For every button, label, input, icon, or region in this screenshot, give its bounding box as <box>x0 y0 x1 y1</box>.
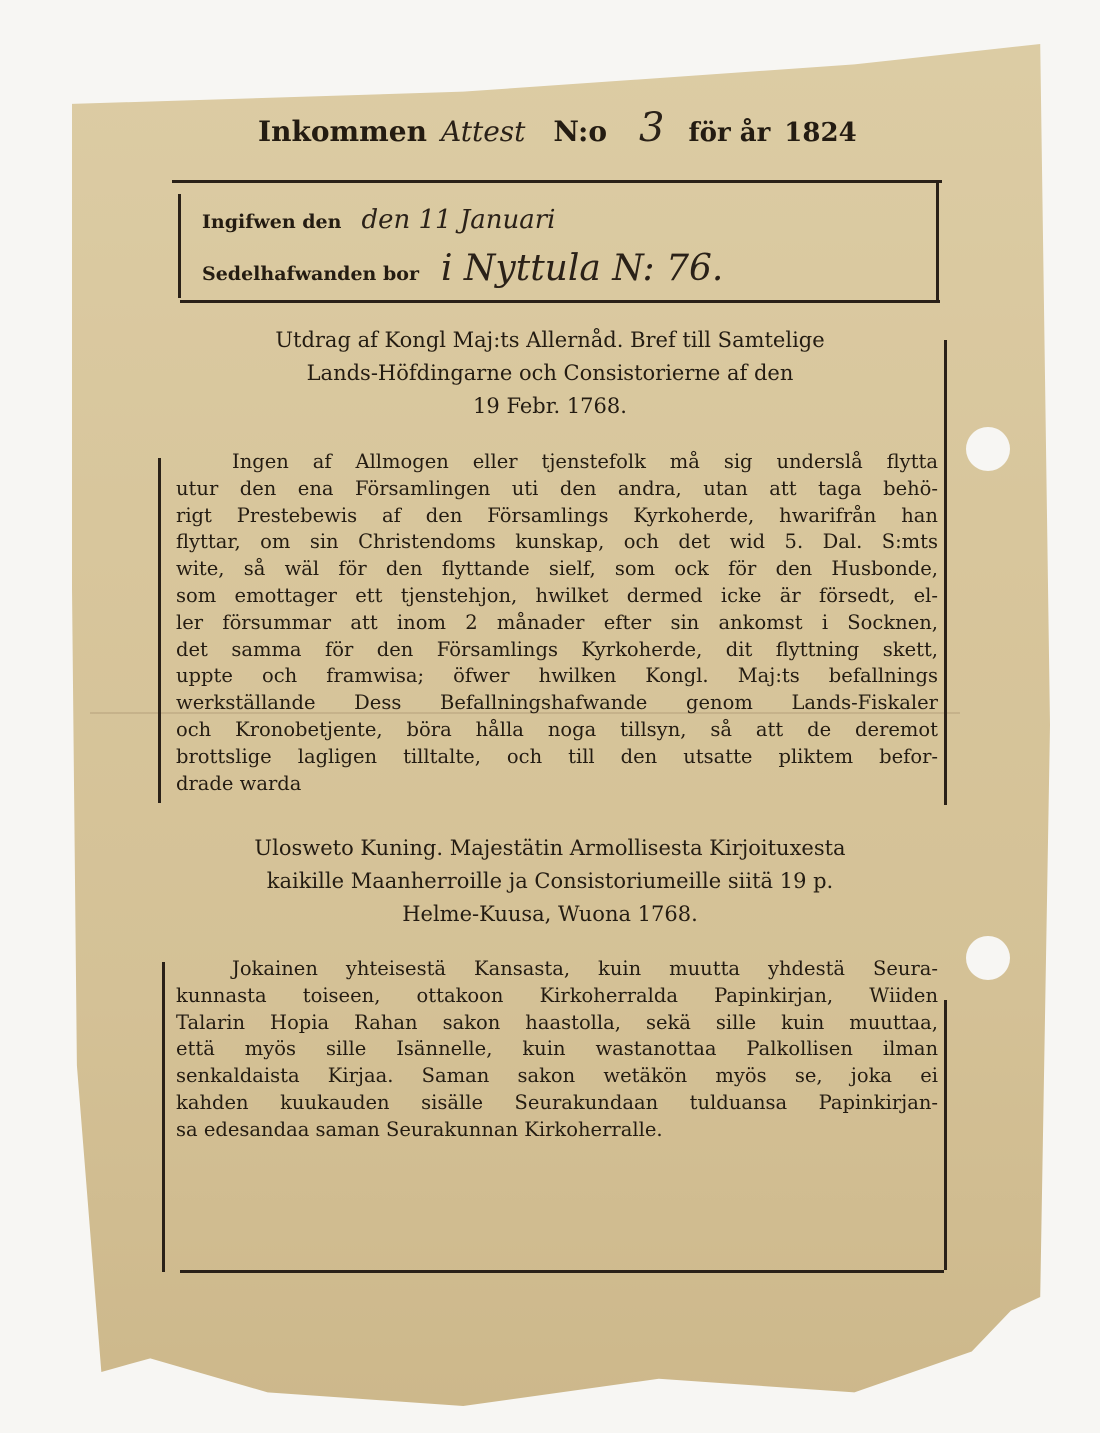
swedish-paragraph-line: brottslige lagligen tilltalte, och till den utsatte pliktem befor- <box>176 744 938 768</box>
swedish-paragraph-line: utur den ena Församlingen uti den andra, utan att taga behö- <box>176 476 938 500</box>
certificate-header <box>258 105 857 151</box>
header-number-label: N:o <box>553 115 608 148</box>
frame-right-lower <box>944 1000 947 1270</box>
swedish-paragraph-line: werkställande Dess Befallningshafwande genom Lands-Fiskaler <box>176 691 938 715</box>
swedish-paragraph-line: uppte och framwisa; öfwer hwilken Kongl. Maj:ts befallnings <box>176 664 938 688</box>
finnish-title-line: Helme-Kuusa, Wuona 1768. <box>402 902 698 926</box>
finnish-paragraph-line: kunnasta toiseen, ottakoon Kirkoherralda Papinkirjan, Wiiden <box>176 983 938 1007</box>
swedish-title-line: Lands-Höfdingarne och Consistorierne af den <box>306 361 794 385</box>
finnish-paragraph <box>176 956 938 1144</box>
received-label: Ingifwen den <box>202 211 342 233</box>
finnish-paragraph-line: sa edesandaa saman Seurakunnan Kirkoherralle. <box>176 1117 663 1141</box>
swedish-paragraph-line: rigt Prestebewis af den Församlings Kyrkoherde, hwarifrån han <box>176 503 938 527</box>
header-handwritten-word: Attest <box>440 115 526 148</box>
swedish-paragraph-line: Ingen af Allmogen eller tjenstefolk må sig underslå flytta <box>232 450 938 473</box>
swedish-paragraph-line: flyttar, om sin Christendoms kunskap, och det wid 5. Dal. S:mts <box>176 530 938 554</box>
swedish-paragraph-line: som emottager ett tjenstehjon, hwilket dermed icke är försedt, el- <box>176 583 938 607</box>
finnish-title <box>180 832 920 931</box>
finnish-title-line: Ulosweto Kuning. Majestätin Armollisesta Kirjoituxesta <box>254 836 846 860</box>
swedish-paragraph-line: drade warda <box>176 771 302 795</box>
finnish-paragraph-line: senkaldaista Kirjaa. Saman sakon wetäkön myös se, joka ei <box>176 1064 938 1088</box>
frame-left-middle <box>158 458 161 803</box>
resident-value: i Nyttula N: 76. <box>440 248 724 289</box>
punch-hole-bottom <box>966 936 1010 980</box>
finnish-title-line: kaikille Maanherroille ja Consistoriumeille siitä 19 p. <box>266 869 834 893</box>
frame-left-upper <box>178 194 181 298</box>
received-value: den 11 Januari <box>361 205 556 235</box>
finnish-paragraph-line: kahden kuukauden sisälle Seurakundaan tulduansa Papinkirjan- <box>176 1090 938 1114</box>
header-prefix: Inkommen <box>258 115 427 148</box>
frame-top-line <box>172 180 942 183</box>
frame-field-bottom-line <box>180 300 940 303</box>
frame-right-upper <box>936 180 939 300</box>
finnish-paragraph-line: Jokainen yhteisestä Kansasta, kuin muutta yhdestä Seura- <box>232 957 938 980</box>
swedish-title <box>180 324 920 423</box>
received-field <box>202 205 556 235</box>
swedish-title-line: 19 Febr. 1768. <box>473 394 627 418</box>
swedish-paragraph-line: det samma för den Församlings Kyrkoherde, dit flyttning skett, <box>176 637 938 661</box>
frame-bottom-line <box>180 1270 944 1273</box>
swedish-paragraph-line: wite, så wäl för den flyttande sielf, som ock för den Husbonde, <box>176 557 938 581</box>
resident-field <box>202 248 723 289</box>
header-year-label: för år <box>688 118 771 148</box>
frame-left-lower <box>162 962 165 1272</box>
finnish-paragraph-line: Talarin Hopia Rahan sakon haastolla, sekä sille kuin muuttaa, <box>176 1010 938 1034</box>
punch-hole-top <box>966 427 1010 471</box>
header-year-value: 1824 <box>784 118 857 148</box>
swedish-paragraph <box>176 449 938 797</box>
swedish-paragraph-line: och Kronobetjente, böra hålla noga tillsyn, så att de deremot <box>176 717 938 741</box>
header-number-value: 3 <box>639 105 665 151</box>
swedish-title-line: Utdrag af Kongl Maj:ts Allernåd. Bref till Samtelige <box>275 328 825 352</box>
resident-label: Sedelhafwanden bor <box>202 263 419 285</box>
swedish-paragraph-line: ler försummar att inom 2 månader efter sin ankomst i Socknen, <box>176 610 938 634</box>
finnish-paragraph-line: että myös sille Isännelle, kuin wastanottaa Palkollisen ilman <box>176 1037 938 1061</box>
frame-right-middle <box>944 340 947 805</box>
